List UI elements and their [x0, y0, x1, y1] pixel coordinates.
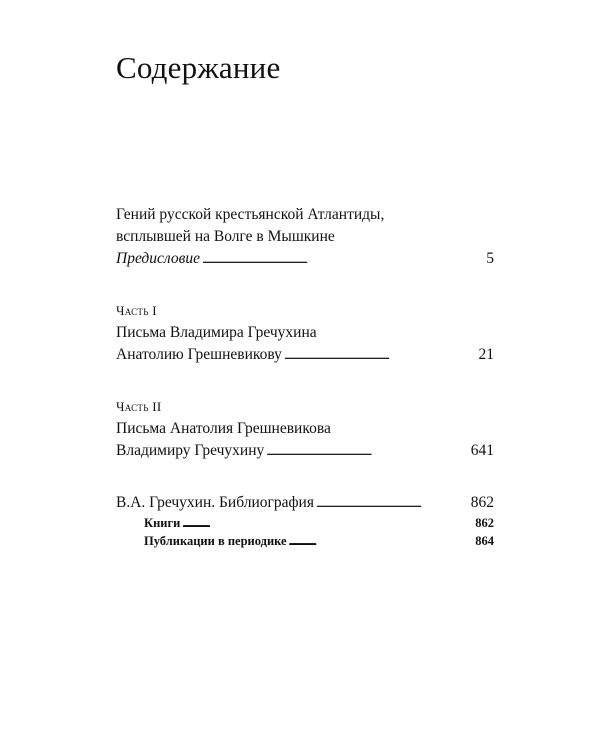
toc-subentry-books[interactable]	[116, 514, 494, 532]
dot-leader	[182, 514, 473, 534]
section-spacer	[116, 366, 494, 396]
dot-leader	[202, 248, 484, 270]
dot-leader	[284, 344, 477, 366]
toc-subentry-label: Публикации в периодике	[144, 534, 287, 548]
toc-entry-label: Анатолию Грешневикову	[116, 346, 282, 363]
part-2-label: Часть II	[116, 399, 162, 414]
dot-leader	[316, 492, 469, 514]
toc-entry-bibliography[interactable]	[116, 492, 494, 514]
toc-entry-preface[interactable]	[116, 248, 494, 270]
toc-entry-label: В.А. Гречухин. Библиография	[116, 494, 314, 511]
toc-page-number: 21	[478, 346, 494, 363]
toc-entry-part-2[interactable]	[116, 440, 494, 462]
toc-subentry-periodicals[interactable]	[116, 532, 494, 550]
preface-title-line-2: всплывшей на Волге в Мышкине	[116, 228, 335, 245]
toc-subentry-label: Книги	[144, 516, 181, 530]
toc-page-number: 864	[475, 534, 494, 548]
section-spacer	[116, 270, 494, 300]
toc-page-number: 5	[486, 250, 494, 267]
part-1-label: Часть I	[116, 303, 157, 318]
toc-page-number: 862	[475, 516, 494, 530]
dot-leader	[266, 440, 468, 462]
part-2-title-line-1: Письма Анатолия Грешневикова	[116, 420, 331, 437]
toc-entry-label: Владимиру Гречухину	[116, 442, 265, 459]
page-title: Содержание	[116, 50, 281, 85]
table-of-contents	[116, 204, 494, 550]
toc-entry-label: Предисловие	[116, 250, 200, 267]
dot-leader	[289, 532, 474, 552]
preface-title-line-1: Гений русской крестьянской Атлантиды,	[116, 206, 385, 223]
toc-entry-part-1[interactable]	[116, 344, 494, 366]
toc-page-number: 862	[470, 494, 494, 511]
section-spacer	[116, 462, 494, 492]
part-1-title-line-1: Письма Владимира Гречухина	[116, 324, 317, 341]
toc-page-number: 641	[470, 442, 494, 459]
